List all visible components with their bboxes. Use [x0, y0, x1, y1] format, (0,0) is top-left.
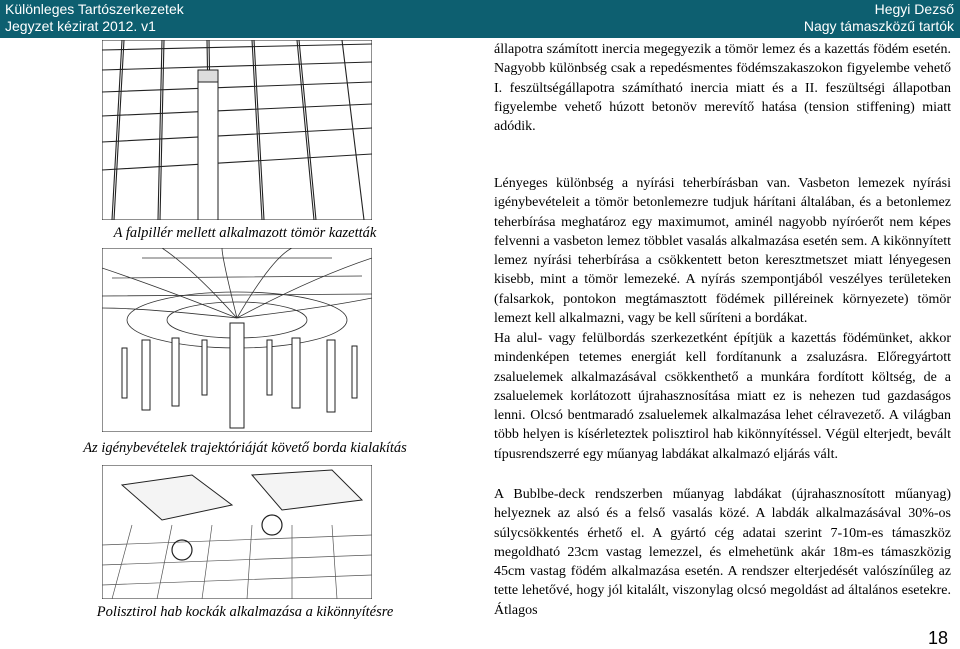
book-subtitle: Jegyzet kézirat 2012. v1 — [5, 18, 156, 34]
figure-caption-3: Polisztirol hab kockák alkalmazása a kikönnyítésre — [96, 604, 394, 620]
chapter-topic: Nagy támaszközű tartók — [803, 18, 954, 34]
book-title: Különleges Tartószerkezetek — [5, 1, 184, 17]
paragraph-shear: Lényeges különbség a nyírási teherbírásban van. Vasbeton lemezek nyírási igénybevételeit a tömör betonlemezre tudjuk hárítani általában, és a betonlemez teherbírása meghatároz egy maximumot, aminél nagyobb nyíróerőt nem képes felvenni a vasbeton lemez többlet vasalás alkalmazása esetén sem. A kikönnyített lemez nyírási teherbírása a csökkentett beton keresztmetszet miatt lényegesen kisebb, mint a tömör lemezeké. A nyírás szempontjából veszélyes területeken (falsarkok, pontokon megtámasztott födémek pilléreinek környezete) tömör lemezt kell alkalmazni, vagy be kell sűríteni a bordákat. — [494, 176, 951, 327]
paragraph-bubbledeck: A Bublbe-deck rendszerben műanyag labdákat (újrahasznosított műanyag) helyeznek az alsó és a felső vasalás közé. A labdák alkalmazásával 30%-os súlycsökkentés érhető el. A gyártó cég adatai szerint 7-10m-es támaszköz megoldható 23cm vastag lemezzel, és elmehetünk akár 18m-es támaszközig 45cm vastag födém alkalmazása esetén. A rendszer elterjedését valószínűleg az tette lehetővé, hogy jól kitalált, viszonylag olcsó megoldást ad általános esetekre. Átlagos — [494, 487, 951, 618]
page-number: 18 — [927, 628, 948, 648]
figure-coffered-slab — [102, 40, 372, 220]
figure-caption-2: Az igénybevételek trajektóriáját követő borda kialakítás — [83, 440, 407, 456]
figure-caption-1: A falpillér mellett alkalmazott tömör kazetták — [113, 225, 377, 241]
author-name: Hegyi Dezső — [874, 1, 954, 17]
page-header — [0, 0, 960, 38]
paragraph-formwork: Ha alul- vagy felülbordás szerkezetként építjük a kazettás födémünket, akkor mindenképen tetemes energiát kell fordítanunk a zsaluzásra. Előregyártott zsaluelemek alkalmazásával csökkenthető a munkára fordított költség, de a zsaluelemek korlátozott újrahasznosítása miatt ez is nehezen tud gazdaságos lenni. Olcsó bentmaradó zsaluelemek alkalmazása lehet célravezető. A világban több helyen is kísérleteztek polisztirol hab kikönnyítéssel. Végül elterjedt, bevált típusrendszerré egy műanyag labdákat alkalmazó eljárás vált. — [494, 331, 951, 462]
figure-ribbed-slab — [102, 248, 372, 432]
paragraph-inertia: állapotra számított inercia megegyezik a tömör lemez és a kazettás födém esetén. Nagyobb különbség csak a repedésmentes födémszakaszokon figyelembe vehető I. feszültségállapotra számítható inercia miatt és a II. feszültségi állapotban figyelembe vehető húzott betonöv merevítő hatása (tension stiffening) miatt adódik. — [494, 42, 951, 135]
figure-polystyrene-blocks — [102, 465, 372, 599]
